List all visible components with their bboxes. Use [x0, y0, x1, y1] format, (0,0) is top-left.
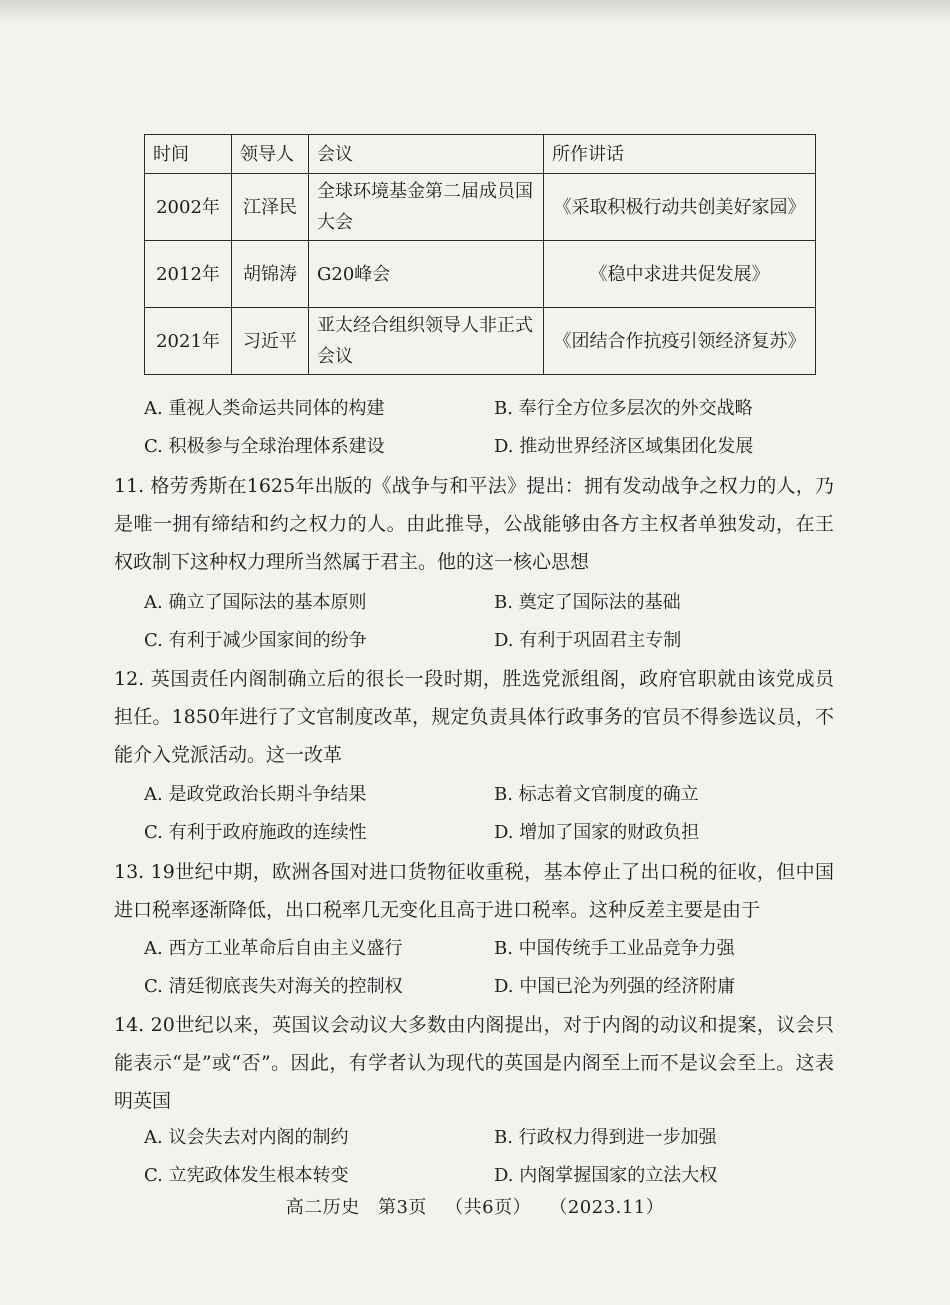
cell-speech: 《采取积极行动共创美好家园》	[544, 174, 816, 241]
cell-leader: 胡锦涛	[232, 241, 309, 308]
footer-date: （2023.11）	[549, 1197, 665, 1218]
table-header-row	[145, 135, 816, 174]
q13-option-b: B. 中国传统手工业品竞争力强	[494, 938, 735, 959]
question-12-stem: 12. 英国责任内阁制确立后的很长一段时期，胜选党派组阁，政府官职就由该党成员担任。1850年进行了文官制度改革，规定负责具体行政事务的官员不得参选议员，不能介入党派活动。这一改革	[114, 668, 834, 766]
q13-option-c: C. 清廷彻底丧失对海关的控制权	[144, 976, 403, 997]
cell-time: 2021年	[145, 308, 232, 375]
q13-option-d: D. 中国已沦为列强的经济附庸	[494, 976, 736, 997]
question-13-stem: 13. 19世纪中期，欧洲各国对进口货物征收重税，基本停止了出口税的征收，但中国进口税率逐渐降低，出口税率几无变化且高于进口税率。这种反差主要是由于	[114, 861, 834, 921]
q14-option-a: A. 议会失去对内阁的制约	[144, 1127, 349, 1148]
footer-subject: 高二历史	[285, 1197, 360, 1218]
q14-option-c: C. 立宪政体发生根本转变	[144, 1165, 349, 1186]
q12-option-c: C. 有利于政府施政的连续性	[144, 822, 367, 843]
cell-speech: 《团结合作抗疫引领经济复苏》	[544, 308, 816, 375]
q10-option-a: A. 重视人类命运共同体的构建	[144, 398, 385, 419]
q14-option-d: D. 内阁掌握国家的立法大权	[494, 1165, 718, 1186]
cell-leader: 习近平	[232, 308, 309, 375]
cell-time: 2012年	[145, 241, 232, 308]
question-13	[114, 853, 834, 929]
table-row	[145, 241, 816, 308]
q14-option-b: B. 行政权力得到进一步加强	[494, 1127, 717, 1148]
cell-speech: 《稳中求进共促发展》	[544, 241, 816, 308]
header-meeting: 会议	[309, 135, 544, 174]
cell-meeting: 亚太经合组织领导人非正式会议	[309, 308, 544, 375]
q11-option-c: C. 有利于减少国家间的纷争	[144, 630, 367, 651]
header-speech: 所作讲话	[544, 135, 816, 174]
question-14-stem: 14. 20世纪以来，英国议会动议大多数由内阁提出，对于内阁的动议和提案，议会只能表示“是”或“否”。因此，有学者认为现代的英国是内阁至上而不是议会至上。这表明英国	[114, 1014, 834, 1112]
q10-option-c: C. 积极参与全球治理体系建设	[144, 436, 385, 457]
page-footer	[0, 1193, 950, 1219]
q12-option-d: D. 增加了国家的财政负担	[494, 822, 700, 843]
q11-option-b: B. 奠定了国际法的基础	[494, 592, 681, 613]
cell-meeting: G20峰会	[309, 241, 544, 308]
q11-option-d: D. 有利于巩固君主专制	[494, 630, 682, 651]
question-12	[114, 660, 834, 774]
q12-option-b: B. 标志着文官制度的确立	[494, 784, 699, 805]
question-14	[114, 1006, 834, 1120]
footer-page-number: 第3页	[377, 1197, 427, 1218]
table-row	[145, 174, 816, 241]
header-time: 时间	[145, 135, 232, 174]
leaders-speech-table	[144, 134, 816, 375]
question-11	[114, 467, 834, 581]
footer-total-pages: （共6页）	[445, 1197, 532, 1218]
cell-time: 2002年	[145, 174, 232, 241]
q10-option-d: D. 推动世界经济区域集团化发展	[494, 436, 754, 457]
header-leader: 领导人	[232, 135, 309, 174]
table-row	[145, 308, 816, 375]
page-edge-shadow	[0, 0, 950, 24]
q12-option-a: A. 是政党政治长期斗争结果	[144, 784, 367, 805]
question-11-stem: 11. 格劳秀斯在1625年出版的《战争与和平法》提出：拥有发动战争之权力的人，乃是唯一拥有缔结和约之权力的人。由此推导，公战能够由各方主权者单独发动，在王权政制下这种权力理所当然属于君主。他的这一核心思想	[114, 475, 834, 573]
q13-option-a: A. 西方工业革命后自由主义盛行	[144, 938, 403, 959]
q11-option-a: A. 确立了国际法的基本原则	[144, 592, 367, 613]
cell-leader: 江泽民	[232, 174, 309, 241]
cell-meeting: 全球环境基金第二届成员国大会	[309, 174, 544, 241]
q10-option-b: B. 奉行全方位多层次的外交战略	[494, 398, 753, 419]
